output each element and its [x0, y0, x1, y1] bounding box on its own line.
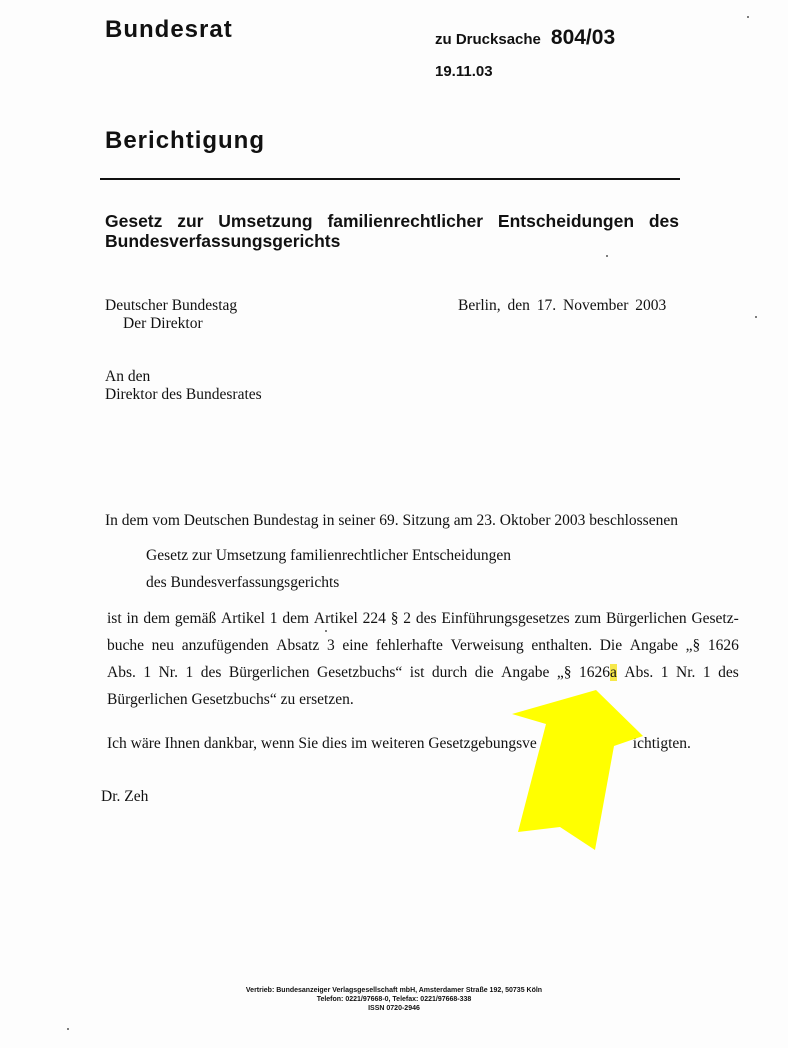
body-word: „§ [685, 637, 701, 654]
law-title-line2: Bundesverfassungsgerichts [105, 231, 341, 251]
highlighted-correction: a [610, 664, 617, 681]
body-word: 3 [326, 637, 335, 654]
body-word: Gesetzbuchs“ [317, 664, 403, 681]
body-word: ist [107, 610, 122, 627]
body-word: Gesetz- [691, 610, 739, 627]
body-word: buche [107, 637, 145, 654]
body-word: des [415, 610, 437, 627]
drucksache-reference [435, 26, 615, 50]
body-word: des [718, 664, 739, 681]
body-word: zum [574, 610, 602, 627]
drucksache-prefix: zu Drucksache [435, 31, 541, 48]
body-line1 [107, 610, 739, 628]
signature: Dr. Zeh [101, 788, 149, 805]
horizontal-divider [100, 178, 680, 180]
quoted-law-line2: des Bundesverfassungsgerichts [146, 574, 340, 591]
body-word: gemäß [174, 610, 217, 627]
law-title-word: Entscheidungen [497, 211, 635, 231]
law-title-word: Gesetz [105, 211, 163, 231]
body-word: 1 [269, 610, 278, 627]
body-word: eine [342, 637, 369, 654]
scan-speck [67, 1028, 69, 1030]
body-word: „§ [556, 664, 572, 681]
publisher-footer [0, 986, 788, 1013]
scan-speck [747, 16, 749, 18]
organization-heading: Bundesrat [105, 16, 233, 43]
body-word: dem [282, 610, 310, 627]
body-word: Abs. [624, 664, 654, 681]
letter-intro: In dem vom Deutschen Bundestag in seiner 69. Sitzung am 23. Oktober 2003 beschlossenen [105, 512, 678, 529]
body-word: fehlerhafte [375, 637, 443, 654]
body-word: 2 [403, 610, 412, 627]
body-word: Die [599, 637, 623, 654]
body-word: enthalten. [531, 637, 593, 654]
sender-institution: Deutscher Bundestag [105, 297, 238, 314]
footer-line1: Vertrieb: Bundesanzeiger Verlagsgesellschaft mbH, Amsterdamer Straße 192, 50735 Köln [245, 987, 543, 994]
body-word: Nr. [158, 664, 178, 681]
drucksache-number: 804/03 [550, 26, 616, 49]
document-type-title: Berichtigung [105, 127, 265, 154]
document-date: 19.11.03 [435, 63, 493, 80]
law-title-line1 [105, 211, 679, 231]
body-word: Artikel [313, 610, 358, 627]
body-word: in [126, 610, 139, 627]
body-line3 [107, 664, 739, 682]
law-title-word: zur [177, 211, 204, 231]
body-word: Angabe [629, 637, 678, 654]
body-word: die [474, 664, 494, 681]
arrow-shape [512, 690, 643, 850]
body-word: ist [409, 664, 425, 681]
corrected-paragraph-number [579, 664, 617, 682]
body-word: 1 [702, 664, 711, 681]
law-title [105, 211, 679, 251]
body-word: des [200, 664, 222, 681]
body-word: § [390, 610, 399, 627]
body-word: Einführungsgesetzes [441, 610, 570, 627]
sender-role: Der Direktor [123, 315, 203, 332]
scan-speck [755, 316, 757, 318]
recipient-line2: Direktor des Bundesrates [105, 386, 262, 403]
body-word: Artikel [221, 610, 265, 627]
scan-speck [606, 255, 608, 257]
closing-end: ichtigten. [632, 735, 691, 752]
body-word: 1626 [707, 637, 739, 654]
body-word: 1 [660, 664, 669, 681]
quoted-law-line1: Gesetz zur Umsetzung familienrechtlicher Entscheidungen [146, 547, 511, 564]
closing-start: Ich wäre Ihnen dankbar, wenn Sie dies im weiteren Gesetzgebungsve [107, 735, 537, 752]
body-word: Verweisung [450, 637, 524, 654]
body-line2 [107, 637, 739, 655]
highlight-arrow-icon [500, 690, 660, 860]
paragraph-number: 1626 [579, 664, 610, 681]
body-word: Angabe [501, 664, 550, 681]
law-title-word: Umsetzung [218, 211, 313, 231]
body-word: neu [151, 637, 175, 654]
body-word: 1 [185, 664, 194, 681]
body-word: Bürgerlichen [605, 610, 687, 627]
law-title-word: familienrechtlicher [327, 211, 484, 231]
body-word: Abs. [107, 664, 136, 681]
body-line4: Bürgerlichen Gesetzbuchs“ zu ersetzen. [107, 691, 354, 708]
body-word: anzufügenden [181, 637, 269, 654]
footer-line3: ISSN 0720-2946 [368, 1005, 420, 1012]
recipient-line1: An den [105, 368, 151, 385]
body-word: Absatz [276, 637, 320, 654]
place-and-date: Berlin, den 17. November 2003 [458, 297, 667, 314]
law-title-word: des [648, 211, 679, 231]
body-word: Nr. [676, 664, 696, 681]
body-word: 224 [362, 610, 386, 627]
body-word: Bürgerlichen [228, 664, 310, 681]
body-word: dem [143, 610, 171, 627]
body-word: 1 [143, 664, 152, 681]
footer-line2: Telefon: 0221/97668-0, Telefax: 0221/97668-338 [316, 996, 472, 1003]
scan-speck [325, 630, 327, 632]
body-word: durch [431, 664, 468, 681]
